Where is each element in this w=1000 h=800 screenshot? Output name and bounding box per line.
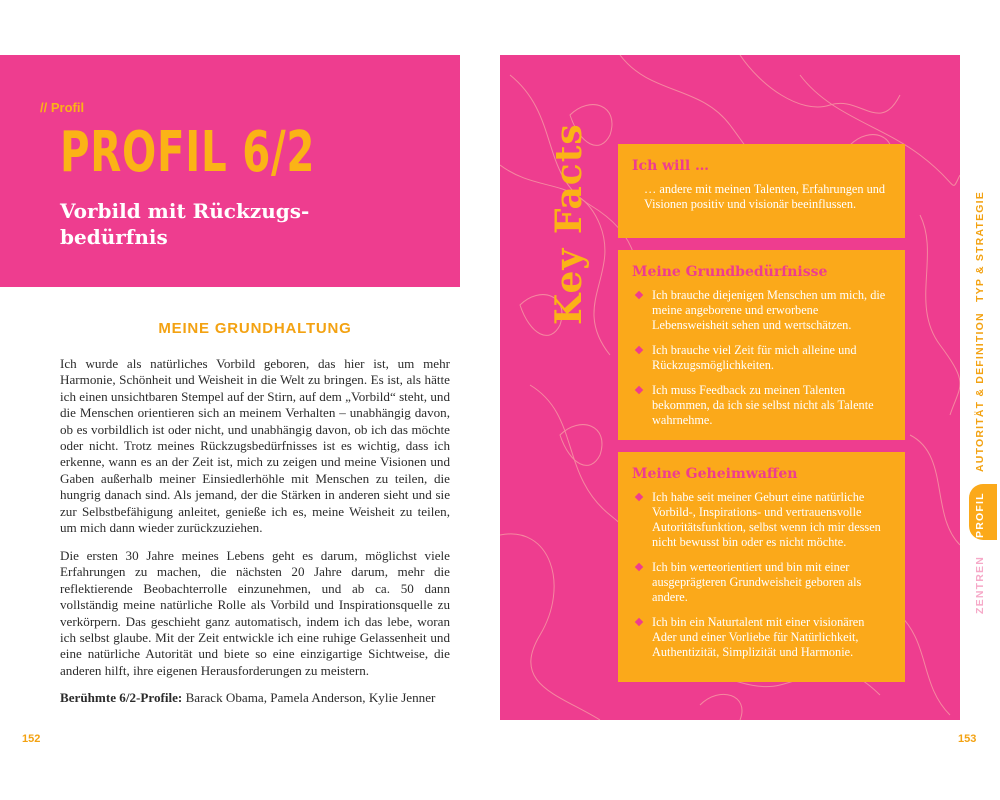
section-kicker: // Profil	[40, 100, 85, 115]
page-number-left: 152	[22, 733, 41, 745]
tab-typ-strategie[interactable]: TYP & STRATEGIE	[974, 191, 986, 302]
famous-label: Berühmte 6/2-Profile:	[60, 690, 183, 705]
list-item: Ich bin ein Naturtalent mit einer visionären Ader und einer Vorliebe für Natürlichkeit, Authentizität, Simplizität und Harmonie.	[632, 615, 891, 660]
tab-profil[interactable]: PROFIL	[974, 492, 986, 538]
subtitle-line-2: bedürfnis	[60, 225, 168, 249]
famous-names: Barack Obama, Pamela Anderson, Kylie Jenner	[185, 690, 436, 705]
list-item: Ich brauche diejenigen Menschen um mich, die meine angeborene und erworbene Lebensweisheit sehen und wertschätzen.	[632, 288, 891, 333]
list-item: Ich habe seit meiner Geburt eine natürliche Vorbild-, Inspirations- und vertrauensvolle Autoritätsfunktion, selbst wenn ich mir dessen nicht bewusst bin oder es nicht möchte.	[632, 490, 891, 550]
tab-autoritaet-definition[interactable]: AUTORITÄT & DEFINITION	[974, 312, 986, 472]
paragraph-1: Ich wurde als natürliches Vorbild geboren, das hier ist, um mehr Harmonie, Schönheit und Weisheit in die Welt zu bringen. Es ist, als hätte ich einen unsichtbaren Stempel auf der Stirn, auf dem „Vorbild“ steht, und die Menschen orientieren sich an meinem Verhalten – unabhängig davon, ob es vorbildlich ist oder nicht, und unabhängig davon, ob ich das möchte oder nicht. Trotz meines Rückzugsbedürfnisses ist es wichtig, dass ich erkenne, wann es an der Zeit ist, mich zu zeigen und meine Visionen und Gaben außerhalb meiner Einsiedlerhöhle mit Menschen zu teilen, die hungrig danach sind. Als jemand, der die Stärken in anderen sieht und sie zur Selbstbefähigung anleitet, genieße ich es, meine Weisheit zu teilen, um mich dann wieder zurückzuziehen.	[60, 356, 450, 536]
famous-profiles	[60, 690, 460, 706]
card-grundbeduerfnisse-title: Meine Grundbedürfnisse	[632, 264, 828, 280]
page-number-right: 153	[958, 733, 977, 745]
card-ich-will	[618, 144, 905, 238]
diamond-bullet-icon	[635, 346, 643, 354]
card-ich-will-title: Ich will …	[632, 158, 710, 174]
diamond-bullet-icon	[635, 386, 643, 394]
card-geheimwaffen	[618, 452, 905, 682]
list-item: Ich brauche viel Zeit für mich alleine und Rückzugsmöglichkeiten.	[632, 343, 891, 373]
diamond-bullet-icon	[635, 291, 643, 299]
card-grundbeduerfnisse	[618, 250, 905, 440]
diamond-bullet-icon	[635, 563, 643, 571]
card-geheimwaffen-title: Meine Geheimwaffen	[632, 466, 798, 482]
card-ich-will-text: … andere mit meinen Talenten, Erfahrungen und Visionen positiv und visionär beeinflussen.	[644, 182, 886, 211]
key-facts-title: Key Facts	[548, 123, 590, 325]
list-item: Ich bin werteorientiert und bin mit einer ausgeprägteren Grundweisheit geboren als andere.	[632, 560, 891, 605]
page-subtitle	[60, 198, 380, 250]
section-heading: MEINE GRUNDHALTUNG	[158, 320, 352, 337]
tab-zentren[interactable]: ZENTREN	[974, 556, 986, 614]
diamond-bullet-icon	[635, 493, 643, 501]
subtitle-line-1: Vorbild mit Rückzugs-	[60, 199, 310, 223]
diamond-bullet-icon	[635, 618, 643, 626]
page-title: PROFIL 6/2	[60, 120, 316, 185]
paragraph-2: Die ersten 30 Jahre meines Lebens geht es darum, möglichst viele Erfahrungen zu machen, die nächsten 20 Jahre darum, mehr die reflektierende Beobachterrolle einzunehmen, und ab ca. 50 dann vollständig meine natürliche Rolle als Vorbild und Inspirationsquelle zu verkörpern. Das geschieht ganz automatisch, indem ich das lebe, woran ich selbst glaube. Mit der Zeit entwickle ich eine ruhige Gelassenheit und eine natürliche Autorität und biete so eine einzigartige Sichtweise, die anderen hilft, ihre eigenen Herausforderungen zu meistern.	[60, 548, 450, 678]
list-item: Ich muss Feedback zu meinen Talenten bekommen, da ich sie selbst nicht als Talente wahrnehme.	[632, 383, 891, 428]
